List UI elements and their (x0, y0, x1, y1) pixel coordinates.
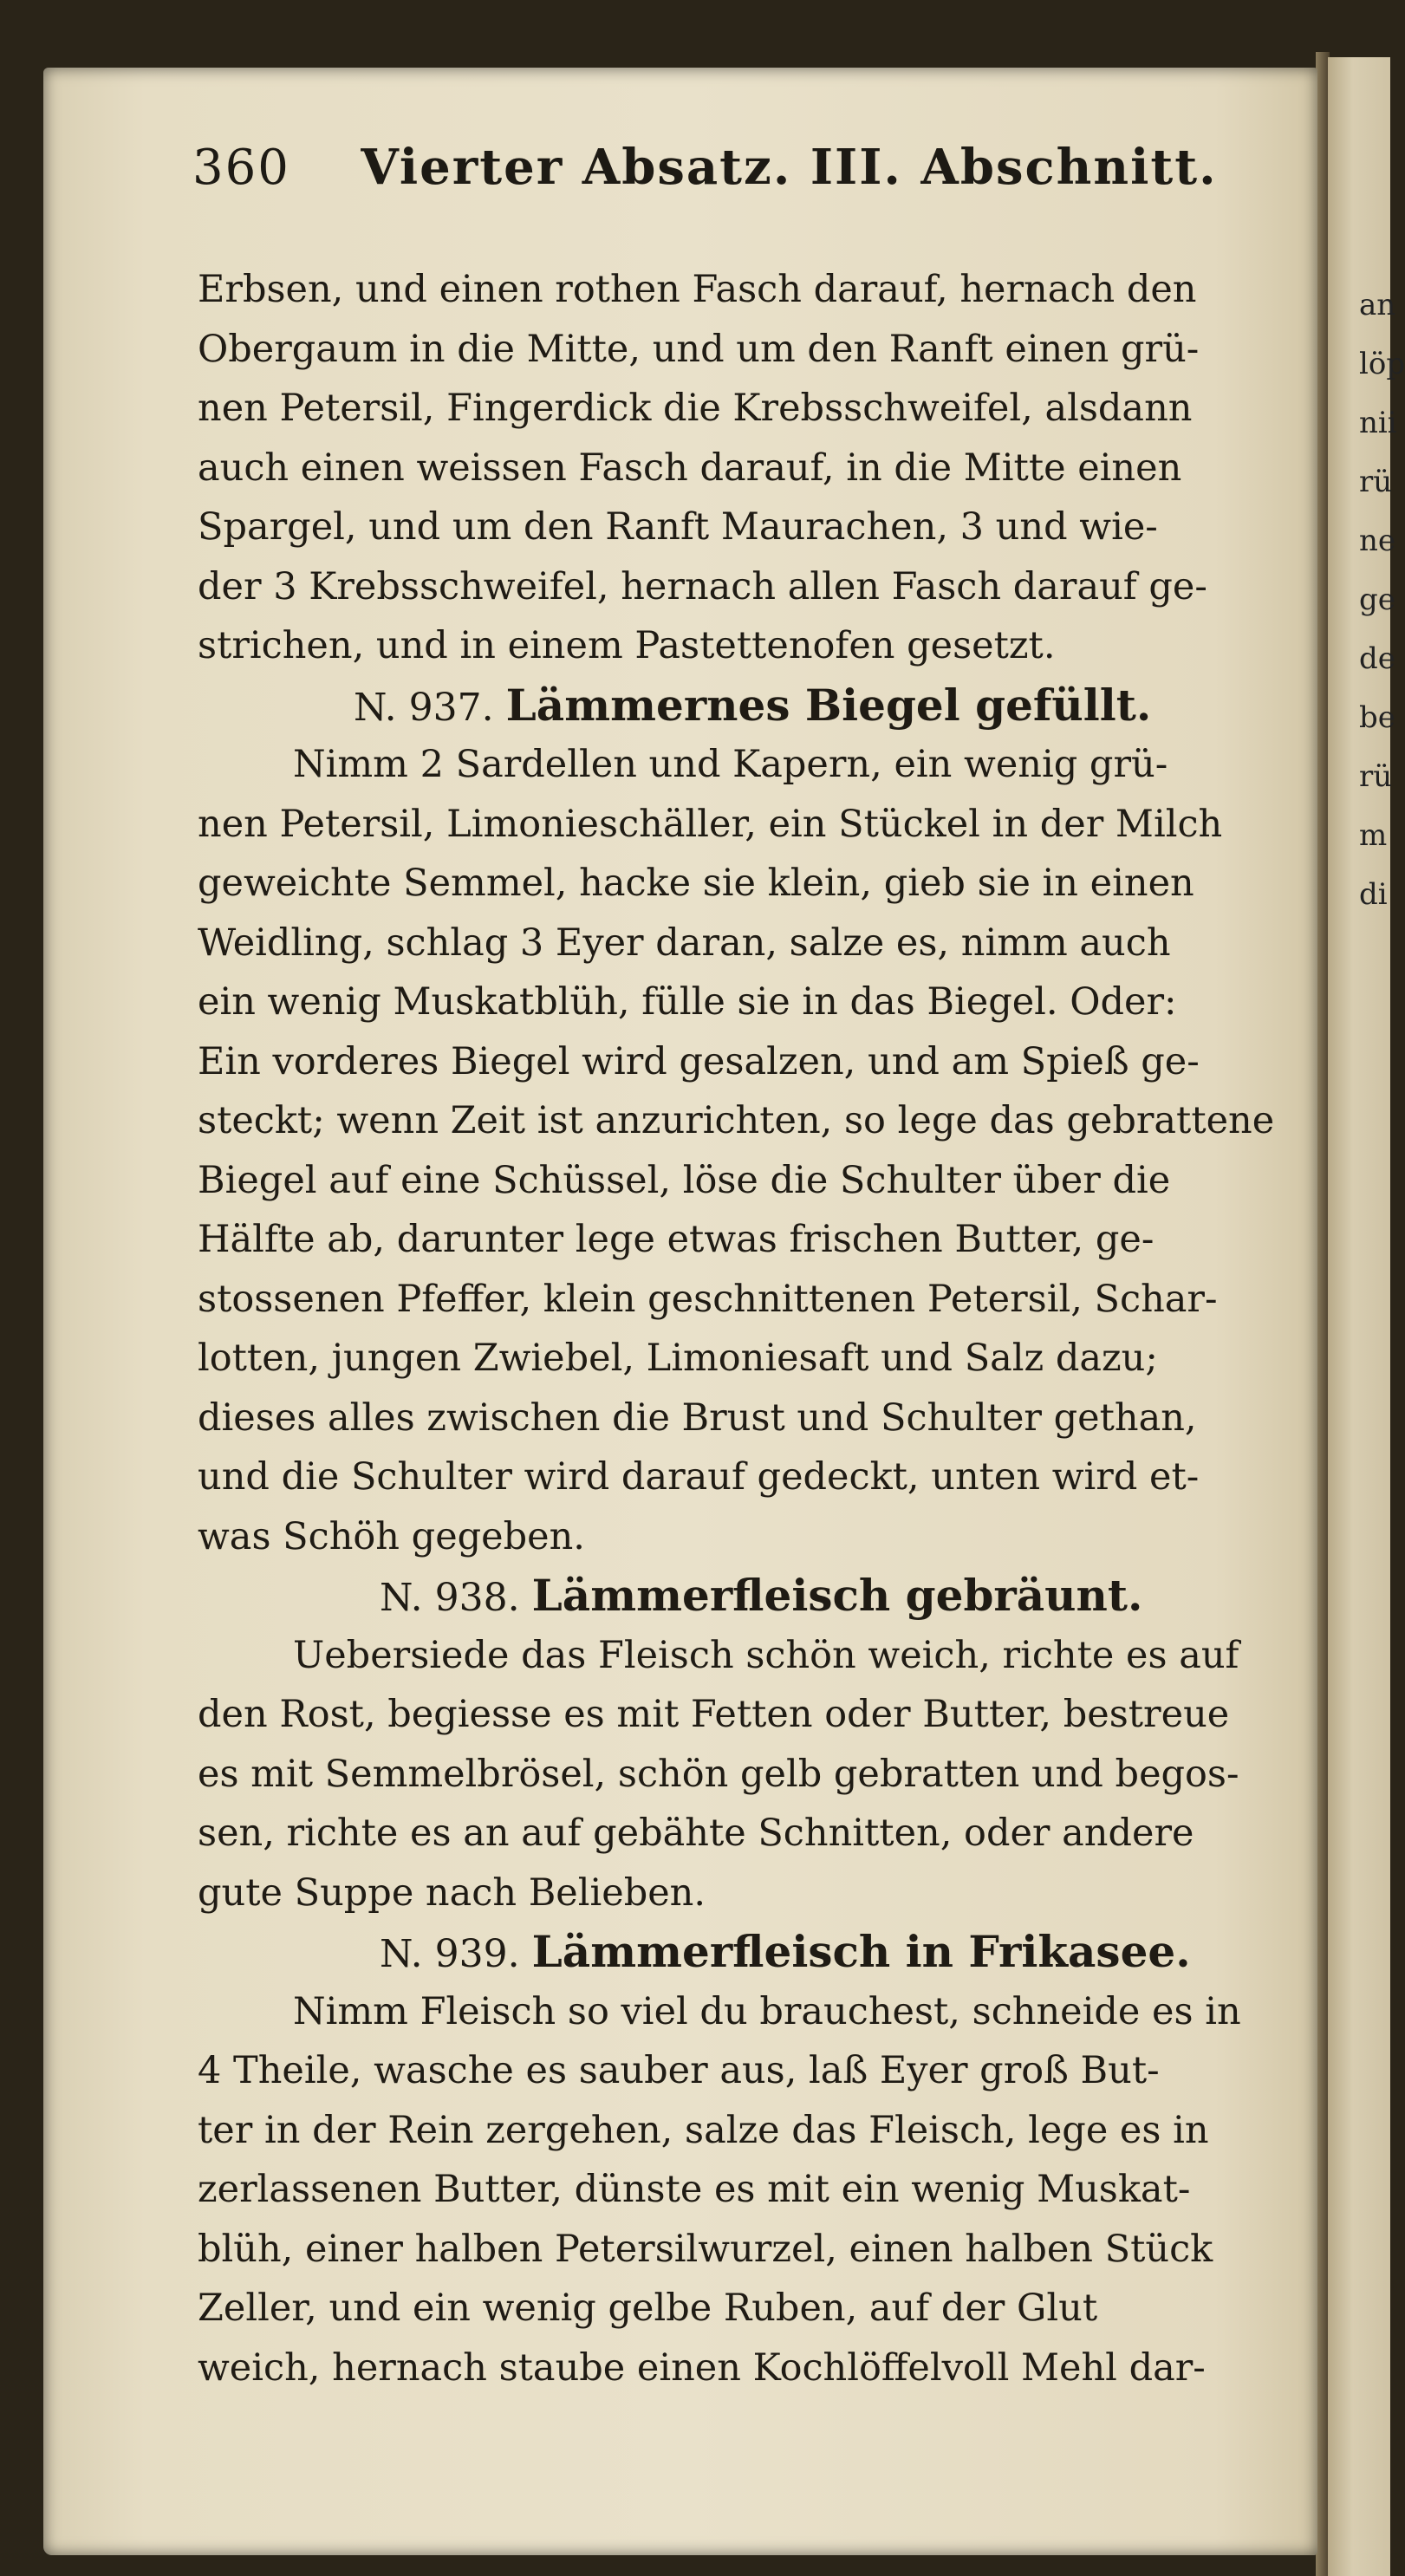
recipe-title: Lämmerfleisch gebräunt. (531, 1570, 1143, 1621)
text-line: Hälfte ab, darunter lege etwas frischen Butter, ge- (198, 1218, 1155, 1261)
recipe-heading (198, 676, 1290, 736)
text-line: auch einen weissen Fasch darauf, in die Mitte einen (198, 446, 1182, 490)
text-line: sen, richte es an auf gebähte Schnitten, oder andere (198, 1812, 1194, 1855)
text-line: Spargel, und um den Ranft Maurachen, 3 und wie- (198, 505, 1158, 549)
text-line: ter in der Rein zergehen, salze das Fleisch, lege es in (198, 2108, 1209, 2152)
text-line: strichen, und in einem Pastettenofen gesetzt. (198, 624, 1056, 667)
margin-fragment: ne (1359, 524, 1396, 558)
text-line: gute Suppe nach Belieben. (198, 1870, 706, 1915)
margin-fragment: rü (1359, 465, 1393, 499)
text-line: Weidling, schlag 3 Eyer daran, salze es, nimm auch (198, 920, 1171, 965)
recipe-heading (198, 1922, 1290, 1982)
text-line: Zeller, und ein wenig gelbe Ruben, auf der Glut (198, 2287, 1098, 2330)
margin-fragment: di (1359, 877, 1388, 912)
text-line: lotten, jungen Zwiebel, Limoniesaft und Salz dazu; (198, 1337, 1158, 1380)
margin-fragment: ge (1359, 582, 1395, 617)
text-line: der 3 Krebsschweifel, hernach allen Fasch darauf ge- (198, 564, 1207, 608)
text-line: Nimm 2 Sardellen und Kapern, ein wenig grü- (293, 743, 1168, 786)
margin-fragment: löp (1359, 347, 1405, 381)
text-line: Uebersiede das Fleisch schön weich, richte es auf (293, 1633, 1239, 1677)
recipe-title: Lämmerfleisch in Frikasee. (531, 1926, 1191, 1977)
text-line: nen Petersil, Limonieschäller, ein Stückel in der Milch (198, 802, 1223, 846)
margin-fragment: m (1359, 818, 1388, 853)
text-line: zerlassenen Butter, dünste es mit ein wenig Muskat- (198, 2168, 1191, 2211)
recipe-number: N. 939. (380, 1932, 520, 1976)
text-line: Biegel auf eine Schüssel, löse die Schulter über die (198, 1158, 1171, 1202)
recipe-title: Lämmernes Biegel gefüllt. (505, 679, 1152, 731)
text-line: Erbsen, und einen rothen Fasch darauf, hernach den (198, 268, 1197, 311)
text-line: es mit Semmelbrösel, schön gelb gebratten und begos- (198, 1752, 1239, 1796)
text-line: den Rost, begiesse es mit Fetten oder Butter, bestreue (198, 1693, 1230, 1736)
text-line: stossenen Pfeffer, klein geschnittenen Petersil, Schar- (198, 1277, 1218, 1321)
text-line: Obergaum in die Mitte, und um den Ranft einen grü- (198, 327, 1200, 371)
recipe-heading (198, 1566, 1290, 1626)
margin-fragment: rü (1359, 759, 1393, 794)
running-title: Vierter Absatz. III. Abschnitt. (361, 139, 1218, 196)
page-number: 360 (192, 140, 290, 196)
text-line: 4 Theile, wasche es sauber aus, laß Eyer groß But- (198, 2049, 1160, 2092)
text-line: Nimm Fleisch so viel du brauchest, schneide es in (293, 1989, 1241, 2033)
margin-fragment: an (1359, 288, 1396, 322)
text-line: was Schöh gegeben. (198, 1514, 585, 1558)
text-line: geweichte Semmel, hacke sie klein, gieb sie in einen (198, 862, 1194, 905)
text-line: steckt; wenn Zeit ist anzurichten, so lege das gebrattene (198, 1099, 1275, 1142)
text-line: weich, hernach staube einen Kochlöffelvoll Mehl dar- (198, 2345, 1206, 2390)
page-body (198, 260, 1290, 2397)
text-line: ein wenig Muskatblüh, fülle sie in das Biegel. Oder: (198, 980, 1177, 1024)
margin-fragment: be (1359, 700, 1395, 735)
text-line: nen Petersil, Fingerdick die Krebsschweifel, alsdann (198, 387, 1193, 430)
recipe-number: N. 937. (354, 685, 494, 730)
margin-fragment: nii (1359, 406, 1397, 440)
text-line: Ein vorderes Biegel wird gesalzen, und am Spieß ge- (198, 1039, 1200, 1083)
text-line: dieses alles zwischen die Brust und Schulter gethan, (198, 1395, 1197, 1440)
recipe-number: N. 938. (380, 1576, 520, 1620)
running-header (192, 139, 1218, 196)
margin-fragment: de (1359, 641, 1395, 676)
text-line: und die Schulter wird darauf gedeckt, unten wird et- (198, 1455, 1200, 1499)
text-line: blüh, einer halben Petersilwurzel, einen halben Stück (198, 2227, 1213, 2271)
